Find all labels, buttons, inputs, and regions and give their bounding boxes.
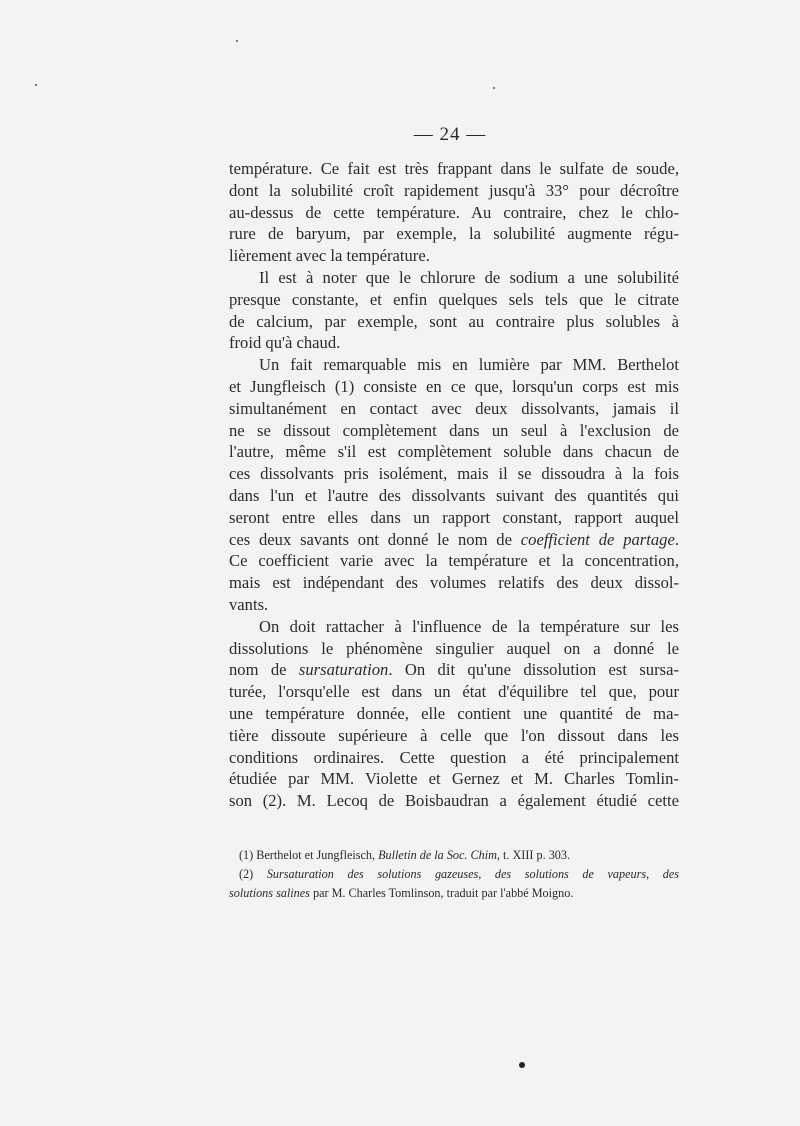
body-line: une température donnée, elle contient une quantité de ma- bbox=[229, 703, 679, 723]
body-line: de calcium, par exemple, sont au contraire plus solubles à bbox=[229, 311, 679, 331]
footnote-line bbox=[229, 865, 679, 884]
footnote-line bbox=[229, 846, 679, 865]
body-line: mais est indépendant des volumes relatifs des deux dissol- bbox=[229, 573, 679, 593]
ink-dot bbox=[519, 1062, 525, 1068]
footnote-line-italic: Sursaturation des solutions gazeuses, des solutions de vapeurs, des bbox=[266, 867, 679, 881]
body-line: froid qu'à chaud. bbox=[229, 333, 341, 353]
body-text bbox=[229, 158, 679, 812]
body-line bbox=[229, 659, 679, 681]
body-line: turée, l'orsqu'elle est dans un état d'équilibre tel que, pour bbox=[229, 682, 679, 702]
body-line: au-dessus de cette température. Au contraire, chez le chlo- bbox=[229, 202, 679, 222]
body-line: tière dissoute supérieure à celle que l'on dissout dans les bbox=[229, 725, 679, 745]
body-line-text: nom de bbox=[229, 660, 299, 680]
footnote-line bbox=[229, 884, 679, 903]
body-line-italic: sursaturation bbox=[298, 660, 389, 680]
footnote-line-text: (2) bbox=[239, 867, 267, 881]
body-line: et Jungfleisch (1) consiste en ce que, lorsqu'un corps est mis bbox=[229, 376, 679, 396]
footnote-line-italic: Bulletin de la Soc. Chim, bbox=[378, 848, 500, 862]
body-line: Ce coefficient varie avec la température et la concentration, bbox=[229, 551, 679, 571]
body-line: Un fait remarquable mis en lumière par MM. Berthelot bbox=[259, 355, 679, 375]
body-line-text: . On dit qu'une dissolution est sursa- bbox=[388, 660, 679, 680]
body-line: seront entre elles dans un rapport constant, rapport auquel bbox=[229, 507, 679, 527]
body-line bbox=[229, 529, 679, 551]
body-line: ces dissolvants pris isolément, mais il se dissoudra à la fois bbox=[229, 464, 679, 484]
body-line: température. Ce fait est très frappant dans le sulfate de soude, bbox=[229, 159, 679, 178]
footnote-line-text: (1) Berthelot et Jungfleisch, bbox=[239, 848, 379, 862]
footnote-line-text: par M. Charles Tomlinson, traduit par l'abbé Moigno. bbox=[309, 886, 574, 900]
paper-speck bbox=[35, 84, 37, 86]
body-line: conditions ordinaires. Cette question a été principalement bbox=[229, 747, 679, 767]
body-line: On doit rattacher à l'influence de la température sur les bbox=[259, 616, 679, 636]
body-line: ne se dissout complètement dans un seul à l'exclusion de bbox=[229, 420, 679, 440]
paper-speck bbox=[236, 40, 238, 42]
body-line: simultanément en contact avec deux dissolvants, jamais il bbox=[229, 398, 679, 418]
body-line: vants. bbox=[229, 594, 269, 614]
body-line-text: ces deux savants ont donné le nom de bbox=[229, 529, 521, 549]
footnote-line-italic: solutions salines bbox=[229, 886, 310, 900]
body-line: dans l'un et l'autre des dissolvants suivant des quantités qui bbox=[229, 485, 679, 505]
body-line: son (2). M. Lecoq de Boisbaudran a également étudié cette bbox=[229, 791, 679, 811]
paper-speck bbox=[493, 87, 495, 89]
page-number: — 24 — bbox=[413, 124, 487, 145]
body-line: dont la solubilité croît rapidement jusqu'à 33° pour décroître bbox=[229, 180, 679, 200]
body-line: lièrement avec la température. bbox=[229, 246, 430, 266]
body-line: rure de baryum, par exemple, la solubilité augmente régu- bbox=[229, 224, 679, 244]
body-line-italic: coefficient de partage bbox=[520, 529, 675, 549]
footnotes bbox=[229, 846, 679, 903]
body-line: l'autre, même s'il est complètement soluble dans chacun de bbox=[229, 442, 679, 462]
footnote-line-text: t. XIII p. 303. bbox=[499, 848, 571, 862]
body-line: dissolutions le phénomène singulier auquel on a donné le bbox=[229, 638, 679, 658]
body-line-text: . bbox=[674, 529, 679, 549]
body-line: presque constante, et enfin quelques sels tels que le citrate bbox=[229, 289, 679, 309]
body-line: étudiée par MM. Violette et Gernez et M. Charles Tomlin- bbox=[229, 769, 679, 789]
body-line: Il est à noter que le chlorure de sodium a une solubilité bbox=[259, 267, 679, 287]
